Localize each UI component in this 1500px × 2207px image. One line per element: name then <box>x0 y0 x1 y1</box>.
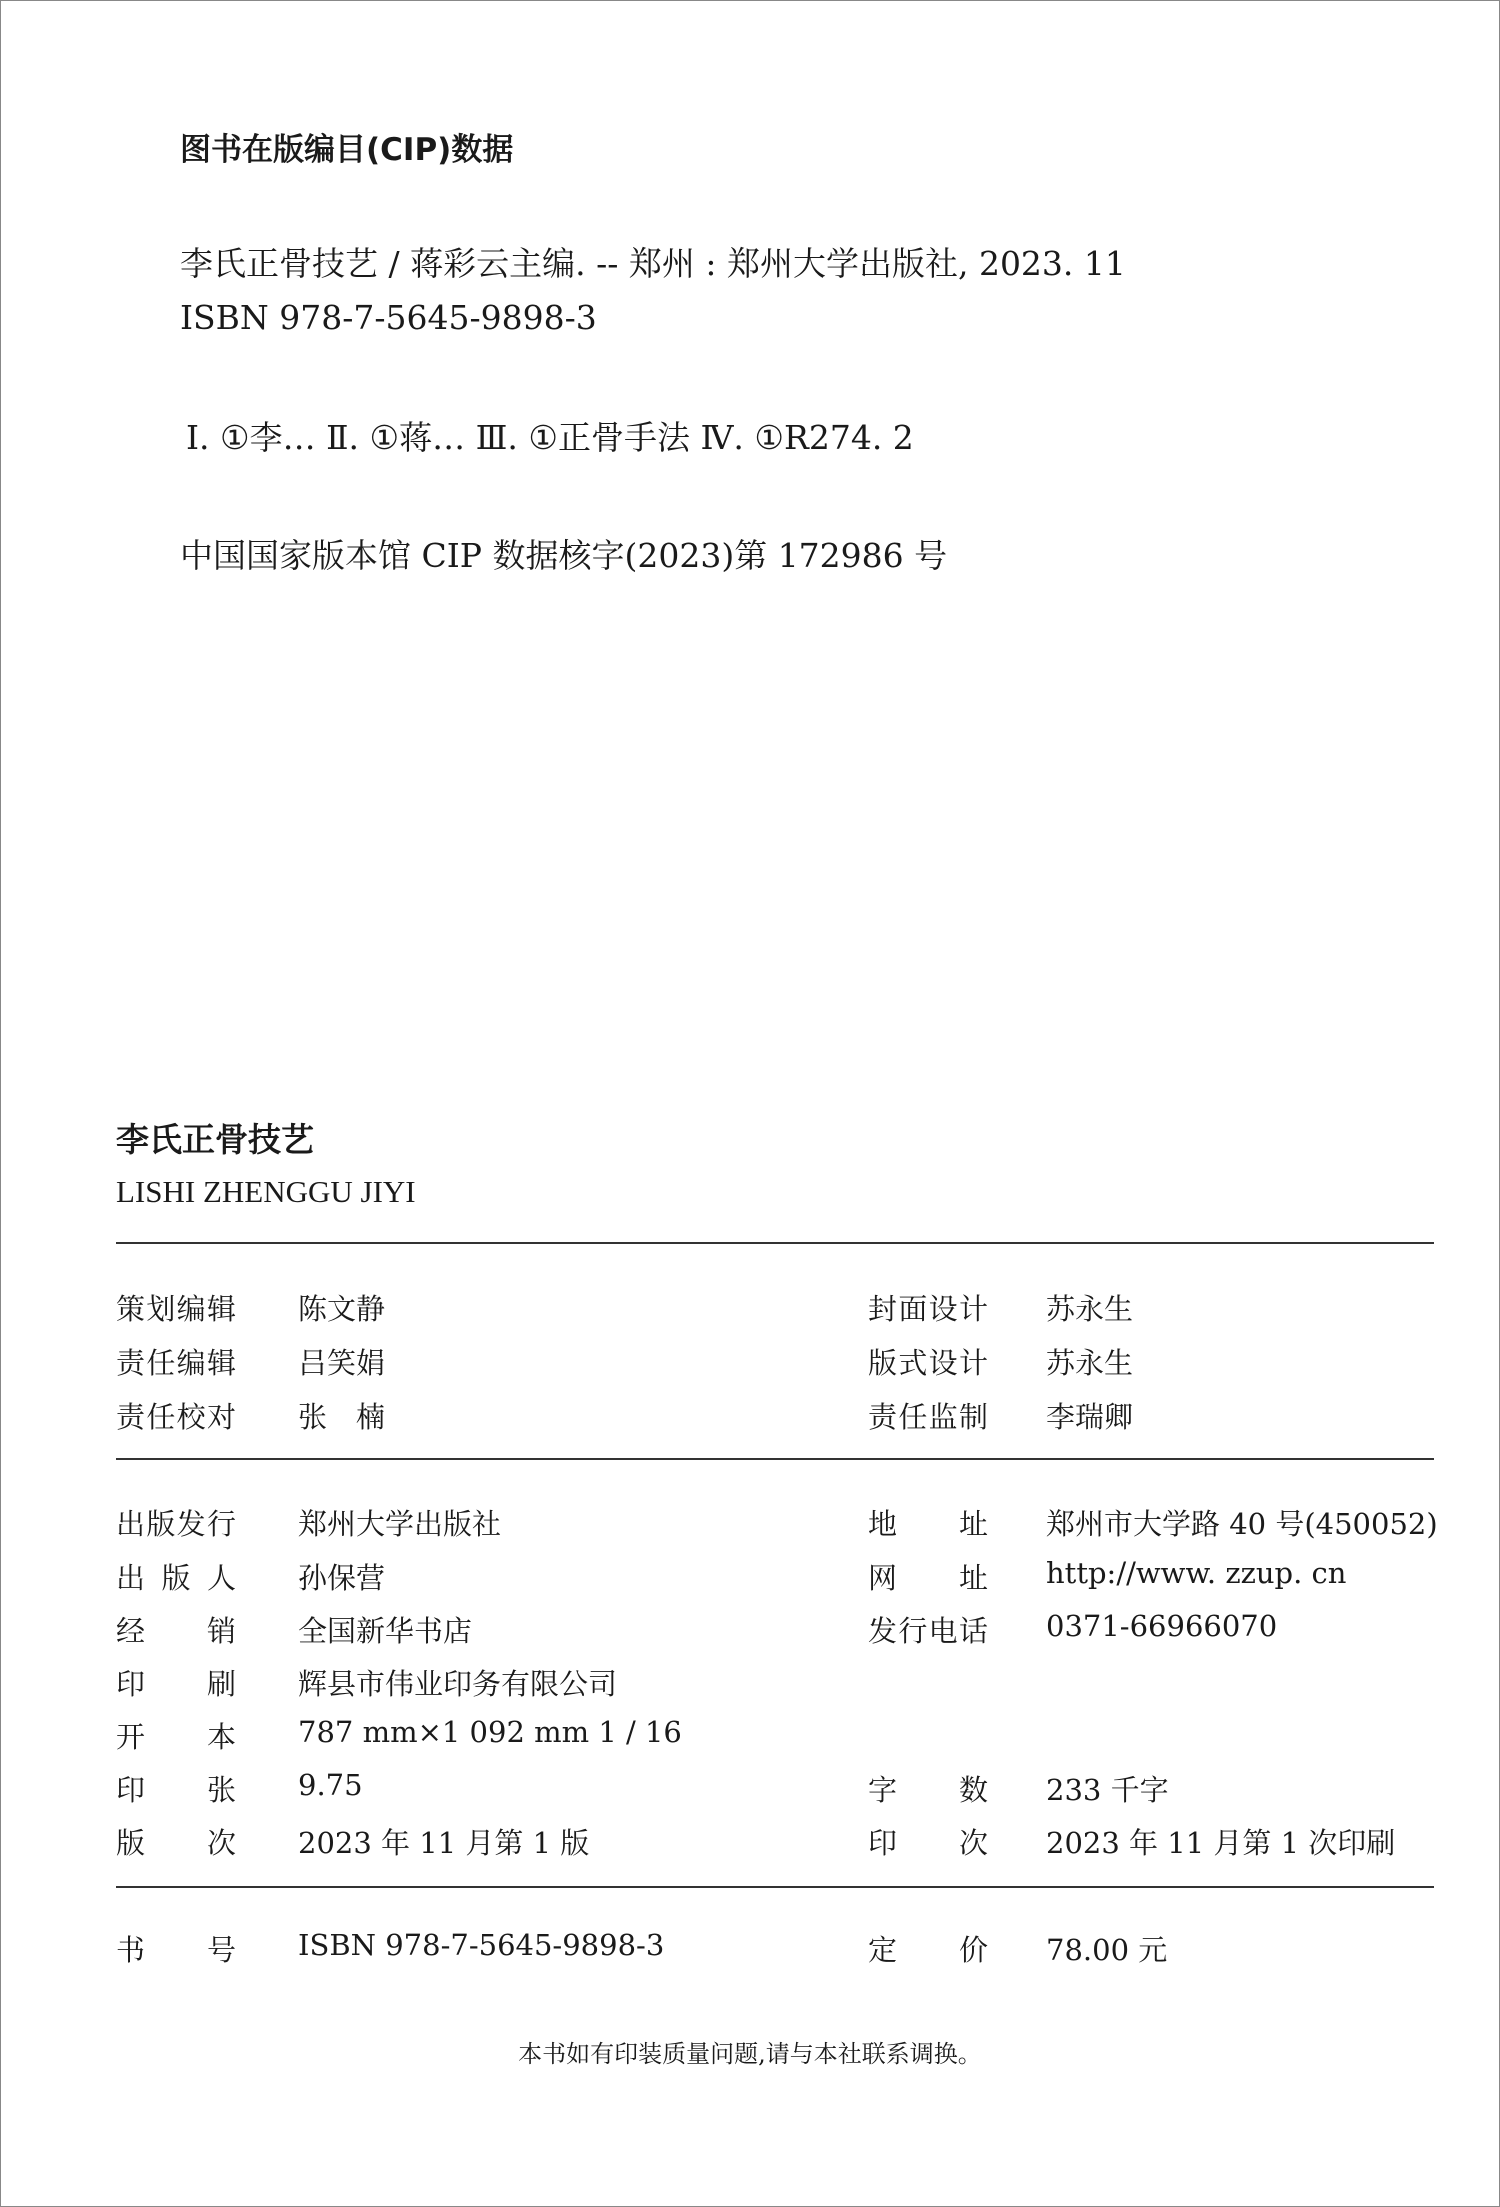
row-label: 经销 <box>116 1614 236 1648</box>
row-value: 苏永生 <box>1046 1346 1134 1380</box>
row-value: 吕笑娟 <box>298 1346 386 1380</box>
publication-row <box>116 1662 1434 1712</box>
publication-row <box>116 1821 1434 1871</box>
row-label: 封面设计 <box>868 1292 988 1326</box>
row-value: 张 楠 <box>298 1400 386 1434</box>
publication-row <box>116 1609 1434 1659</box>
publication-row <box>116 1715 1434 1765</box>
isbn-value: ISBN 978-7-5645-9898-3 <box>298 1928 665 1962</box>
row-value: 李瑞卿 <box>1046 1400 1134 1434</box>
row-label: 开本 <box>116 1720 236 1754</box>
row-label: 印张 <box>116 1773 236 1807</box>
row-label: 责任校对 <box>116 1400 236 1434</box>
staff-row <box>116 1395 1434 1445</box>
cip-line-title: 李氏正骨技艺 / 蒋彩云主编. -- 郑州 : 郑州大学出版社, 2023. 11 <box>180 244 1126 283</box>
cip-line-isbn: ISBN 978-7-5645-9898-3 <box>180 298 597 337</box>
quality-notice: 本书如有印装质量问题,请与本社联系调换。 <box>518 2040 982 2068</box>
row-label: 发行电话 <box>868 1614 988 1648</box>
publication-row <box>116 1556 1434 1606</box>
row-label: 策划编辑 <box>116 1292 236 1326</box>
row-value: http://www. zzup. cn <box>1046 1556 1347 1590</box>
row-label: 版式设计 <box>868 1346 988 1380</box>
isbn-price-row <box>116 1928 1434 1978</box>
row-value: 全国新华书店 <box>298 1614 473 1648</box>
row-value: 0371-66966070 <box>1046 1609 1278 1643</box>
divider-bottom <box>116 1886 1434 1888</box>
book-title: 李氏正骨技艺 <box>116 1120 314 1159</box>
isbn-label: 书号 <box>116 1933 236 1967</box>
row-value: 9.75 <box>298 1768 363 1802</box>
row-value: 787 mm×1 092 mm 1 / 16 <box>298 1715 682 1749</box>
row-value: 郑州大学出版社 <box>298 1507 502 1541</box>
row-label: 网址 <box>868 1561 988 1595</box>
price-label: 定价 <box>868 1933 988 1967</box>
cip-line-classification: Ⅰ. ①李… Ⅱ. ①蒋… Ⅲ. ①正骨手法 Ⅳ. ①R274. 2 <box>186 418 914 457</box>
row-label: 版次 <box>116 1826 236 1860</box>
publication-row <box>116 1768 1434 1818</box>
staff-row <box>116 1287 1434 1337</box>
row-value: 苏永生 <box>1046 1292 1134 1326</box>
book-pinyin: LISHI ZHENGGU JIYI <box>116 1174 416 1209</box>
row-value: 辉县市伟业印务有限公司 <box>298 1667 618 1701</box>
row-value: 陈文静 <box>298 1292 386 1326</box>
row-label: 责任监制 <box>868 1400 988 1434</box>
divider-top <box>116 1242 1434 1244</box>
row-value: 2023 年 11 月第 1 次印刷 <box>1046 1826 1396 1860</box>
row-label: 印刷 <box>116 1667 236 1701</box>
row-label: 字数 <box>868 1773 988 1807</box>
row-label: 地址 <box>868 1507 988 1541</box>
row-value: 233 千字 <box>1046 1773 1169 1807</box>
row-label: 印次 <box>868 1826 988 1860</box>
cip-line-approval: 中国国家版本馆 CIP 数据核字(2023)第 172986 号 <box>180 536 948 575</box>
price-value: 78.00 元 <box>1046 1933 1168 1967</box>
row-value: 郑州市大学路 40 号(450052) <box>1046 1507 1438 1541</box>
row-label: 出版发行 <box>116 1507 236 1541</box>
cip-heading: 图书在版编目(CIP)数据 <box>180 132 514 168</box>
publication-row <box>116 1502 1438 1552</box>
divider-middle <box>116 1458 1434 1460</box>
row-label: 出版人 <box>116 1561 236 1595</box>
row-value: 孙保营 <box>298 1561 386 1595</box>
row-label: 责任编辑 <box>116 1346 236 1380</box>
staff-row <box>116 1341 1434 1391</box>
row-value: 2023 年 11 月第 1 版 <box>298 1826 590 1860</box>
